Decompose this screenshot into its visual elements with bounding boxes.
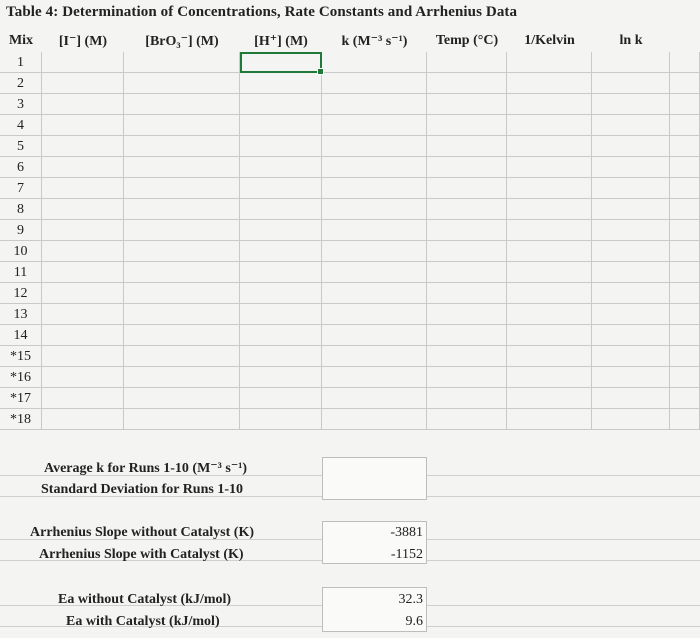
row-number[interactable]: 1 <box>0 52 42 73</box>
cell-bromate[interactable] <box>124 241 240 262</box>
cell-iodide[interactable] <box>42 73 124 94</box>
ea-without-catalyst-label: Ea without Catalyst (kJ/mol) <box>58 592 232 607</box>
cell-iodide[interactable] <box>42 241 124 262</box>
cell-ln-k[interactable] <box>592 115 670 136</box>
header-ln-k[interactable]: ln k <box>619 33 643 48</box>
cell-extra[interactable] <box>670 367 700 388</box>
cell-bromate[interactable] <box>124 367 240 388</box>
header-k[interactable]: k (M⁻³ s⁻¹) <box>341 34 408 49</box>
row-number[interactable]: 12 <box>0 283 42 304</box>
table-row <box>0 220 700 241</box>
cell-inv-kelvin[interactable] <box>507 199 592 220</box>
cell-temp[interactable] <box>427 241 507 262</box>
table-row <box>0 304 700 325</box>
cell-iodide[interactable] <box>42 346 124 367</box>
cell-bromate[interactable] <box>124 94 240 115</box>
cell-hplus[interactable] <box>240 241 322 262</box>
cell-hplus[interactable] <box>240 304 322 325</box>
cell-temp[interactable] <box>427 388 507 409</box>
cell-temp[interactable] <box>427 157 507 178</box>
row-number[interactable]: 8 <box>0 199 42 220</box>
ea-with-catalyst-value[interactable]: 9.6 <box>405 614 423 629</box>
cell-bromate[interactable] <box>124 199 240 220</box>
cell-extra[interactable] <box>670 283 700 304</box>
cell-ln-k[interactable] <box>592 283 670 304</box>
row-number[interactable]: 6 <box>0 157 42 178</box>
cell-temp[interactable] <box>427 325 507 346</box>
avg-std-value-box[interactable] <box>322 457 427 500</box>
row-number[interactable]: 7 <box>0 178 42 199</box>
cell-ln-k[interactable] <box>592 241 670 262</box>
cell-inv-kelvin[interactable] <box>507 304 592 325</box>
table-row <box>0 157 700 178</box>
cell-bromate[interactable] <box>124 388 240 409</box>
cell-extra[interactable] <box>670 325 700 346</box>
cell-k[interactable] <box>322 325 427 346</box>
cell-iodide[interactable] <box>42 304 124 325</box>
table-row <box>0 283 700 304</box>
cell-extra[interactable] <box>670 409 700 430</box>
cell-k[interactable] <box>322 199 427 220</box>
cell-ln-k[interactable] <box>592 73 670 94</box>
cell-inv-kelvin[interactable] <box>507 325 592 346</box>
cell-inv-kelvin[interactable] <box>507 157 592 178</box>
row-number[interactable]: 14 <box>0 325 42 346</box>
cell-temp[interactable] <box>427 220 507 241</box>
cell-iodide[interactable] <box>42 178 124 199</box>
cell-ln-k[interactable] <box>592 178 670 199</box>
cell-k[interactable] <box>322 73 427 94</box>
table-row <box>0 388 700 409</box>
cell-temp[interactable] <box>427 199 507 220</box>
cell-extra[interactable] <box>670 262 700 283</box>
cell-extra[interactable] <box>670 199 700 220</box>
cell-iodide[interactable] <box>42 367 124 388</box>
cell-k[interactable] <box>322 52 427 73</box>
cell-ln-k[interactable] <box>592 388 670 409</box>
cell-bromate[interactable] <box>124 283 240 304</box>
cell-temp[interactable] <box>427 136 507 157</box>
row-number[interactable]: 9 <box>0 220 42 241</box>
slope-without-catalyst-label: Arrhenius Slope without Catalyst (K) <box>30 525 255 540</box>
header-hplus[interactable]: [H⁺] (M) <box>254 34 308 49</box>
row-number[interactable]: 4 <box>0 115 42 136</box>
cell-iodide[interactable] <box>42 199 124 220</box>
cell-temp[interactable] <box>427 409 507 430</box>
cell-bromate[interactable] <box>124 262 240 283</box>
cell-k[interactable] <box>322 388 427 409</box>
row-number[interactable]: 5 <box>0 136 42 157</box>
cell-k[interactable] <box>322 262 427 283</box>
cell-extra[interactable] <box>670 73 700 94</box>
cell-hplus[interactable] <box>240 178 322 199</box>
fill-handle[interactable] <box>317 68 324 75</box>
selected-cell[interactable] <box>240 52 322 73</box>
cell-bromate[interactable] <box>124 52 240 73</box>
cell-hplus[interactable] <box>240 73 322 94</box>
cell-extra[interactable] <box>670 388 700 409</box>
cell-inv-kelvin[interactable] <box>507 283 592 304</box>
row-number[interactable]: 13 <box>0 304 42 325</box>
cell-inv-kelvin[interactable] <box>507 136 592 157</box>
avg-k-label: Average k for Runs 1-10 (M⁻³ s⁻¹) <box>44 461 248 476</box>
cell-iodide[interactable] <box>42 136 124 157</box>
cell-iodide[interactable] <box>42 262 124 283</box>
row-number[interactable]: 3 <box>0 94 42 115</box>
header-iodide[interactable]: [I⁻] (M) <box>58 34 108 49</box>
cell-inv-kelvin[interactable] <box>507 262 592 283</box>
cell-hplus[interactable] <box>240 346 322 367</box>
cell-temp[interactable] <box>427 367 507 388</box>
cell-hplus[interactable] <box>240 367 322 388</box>
cell-temp[interactable] <box>427 178 507 199</box>
cell-k[interactable] <box>322 241 427 262</box>
cell-hplus[interactable] <box>240 157 322 178</box>
cell-k[interactable] <box>322 178 427 199</box>
cell-k[interactable] <box>322 94 427 115</box>
cell-bromate[interactable] <box>124 178 240 199</box>
row-number[interactable]: *15 <box>0 346 42 367</box>
cell-hplus[interactable] <box>240 199 322 220</box>
row-number[interactable]: *17 <box>0 388 42 409</box>
row-number[interactable]: 2 <box>0 73 42 94</box>
cell-iodide[interactable] <box>42 115 124 136</box>
cell-inv-kelvin[interactable] <box>507 115 592 136</box>
cell-bromate[interactable] <box>124 115 240 136</box>
header-mix[interactable]: Mix <box>8 33 34 48</box>
cell-extra[interactable] <box>670 157 700 178</box>
cell-bromate[interactable] <box>124 409 240 430</box>
table-row <box>0 409 700 430</box>
cell-extra[interactable] <box>670 52 700 73</box>
cell-inv-kelvin[interactable] <box>507 388 592 409</box>
cell-inv-kelvin[interactable] <box>507 52 592 73</box>
cell-iodide[interactable] <box>42 409 124 430</box>
cell-iodide[interactable] <box>42 388 124 409</box>
cell-hplus[interactable] <box>240 136 322 157</box>
cell-ln-k[interactable] <box>592 94 670 115</box>
cell-k[interactable] <box>322 283 427 304</box>
cell-hplus[interactable] <box>240 94 322 115</box>
cell-temp[interactable] <box>427 52 507 73</box>
cell-iodide[interactable] <box>42 220 124 241</box>
cell-k[interactable] <box>322 304 427 325</box>
cell-hplus[interactable] <box>240 115 322 136</box>
header-bromate[interactable]: [BrO₃⁻] (M) <box>145 34 219 49</box>
cell-extra[interactable] <box>670 241 700 262</box>
table-row <box>0 94 700 115</box>
table-row <box>0 367 700 388</box>
cell-ln-k[interactable] <box>592 52 670 73</box>
cell-k[interactable] <box>322 346 427 367</box>
table-row <box>0 136 700 157</box>
cell-ln-k[interactable] <box>592 367 670 388</box>
cell-hplus[interactable] <box>240 220 322 241</box>
cell-inv-kelvin[interactable] <box>507 73 592 94</box>
cell-extra[interactable] <box>670 136 700 157</box>
cell-ln-k[interactable] <box>592 304 670 325</box>
cell-extra[interactable] <box>670 220 700 241</box>
cell-extra[interactable] <box>670 115 700 136</box>
header-inv-kelvin[interactable]: 1/Kelvin <box>524 33 575 48</box>
table-row <box>0 325 700 346</box>
cell-iodide[interactable] <box>42 157 124 178</box>
cell-extra[interactable] <box>670 178 700 199</box>
table-row <box>0 178 700 199</box>
row-number[interactable]: 10 <box>0 241 42 262</box>
cell-temp[interactable] <box>427 94 507 115</box>
cell-ln-k[interactable] <box>592 325 670 346</box>
cell-hplus[interactable] <box>240 409 322 430</box>
cell-ln-k[interactable] <box>592 157 670 178</box>
cell-k[interactable] <box>322 409 427 430</box>
cell-inv-kelvin[interactable] <box>507 346 592 367</box>
cell-hplus[interactable] <box>240 283 322 304</box>
cell-bromate[interactable] <box>124 73 240 94</box>
std-dev-label: Standard Deviation for Runs 1-10 <box>41 482 243 497</box>
cell-temp[interactable] <box>427 304 507 325</box>
cell-ln-k[interactable] <box>592 199 670 220</box>
cell-bromate[interactable] <box>124 325 240 346</box>
slope-with-catalyst-label: Arrhenius Slope with Catalyst (K) <box>39 547 244 562</box>
cell-inv-kelvin[interactable] <box>507 94 592 115</box>
cell-ln-k[interactable] <box>592 136 670 157</box>
cell-ln-k[interactable] <box>592 262 670 283</box>
cell-iodide[interactable] <box>42 52 124 73</box>
cell-k[interactable] <box>322 115 427 136</box>
cell-iodide[interactable] <box>42 283 124 304</box>
cell-ln-k[interactable] <box>592 220 670 241</box>
cell-hplus[interactable] <box>240 325 322 346</box>
table-row <box>0 52 700 73</box>
cell-ln-k[interactable] <box>592 409 670 430</box>
cell-bromate[interactable] <box>124 220 240 241</box>
slope-without-catalyst-value[interactable]: -3881 <box>390 525 423 540</box>
cell-hplus[interactable] <box>240 262 322 283</box>
table-title: Table 4: Determination of Concentrations, Rate Constants and Arrhenius Data <box>6 4 518 20</box>
row-number[interactable]: *16 <box>0 367 42 388</box>
summary-section <box>0 455 700 638</box>
cell-extra[interactable] <box>670 94 700 115</box>
cell-temp[interactable] <box>427 346 507 367</box>
table-row <box>0 262 700 283</box>
ea-without-catalyst-value[interactable]: 32.3 <box>398 592 423 607</box>
cell-k[interactable] <box>322 367 427 388</box>
ea-with-catalyst-label: Ea with Catalyst (kJ/mol) <box>66 614 220 629</box>
row-number[interactable]: 11 <box>0 262 42 283</box>
cell-bromate[interactable] <box>124 157 240 178</box>
table-row <box>0 115 700 136</box>
slope-with-catalyst-value[interactable]: -1152 <box>390 547 423 562</box>
cell-temp[interactable] <box>427 262 507 283</box>
cell-k[interactable] <box>322 136 427 157</box>
cell-iodide[interactable] <box>42 325 124 346</box>
cell-temp[interactable] <box>427 73 507 94</box>
cell-bromate[interactable] <box>124 136 240 157</box>
cell-temp[interactable] <box>427 115 507 136</box>
cell-inv-kelvin[interactable] <box>507 367 592 388</box>
cell-extra[interactable] <box>670 304 700 325</box>
cell-bromate[interactable] <box>124 304 240 325</box>
table-row <box>0 241 700 262</box>
cell-inv-kelvin[interactable] <box>507 409 592 430</box>
cell-hplus[interactable] <box>240 388 322 409</box>
header-temp[interactable]: Temp (°C) <box>435 33 499 48</box>
cell-iodide[interactable] <box>42 94 124 115</box>
table-row <box>0 199 700 220</box>
cell-extra[interactable] <box>670 346 700 367</box>
cell-k[interactable] <box>322 157 427 178</box>
cell-inv-kelvin[interactable] <box>507 178 592 199</box>
row-number[interactable]: *18 <box>0 409 42 430</box>
cell-k[interactable] <box>322 220 427 241</box>
cell-inv-kelvin[interactable] <box>507 220 592 241</box>
cell-inv-kelvin[interactable] <box>507 241 592 262</box>
table-row <box>0 73 700 94</box>
cell-ln-k[interactable] <box>592 346 670 367</box>
table-row <box>0 346 700 367</box>
cell-temp[interactable] <box>427 283 507 304</box>
cell-bromate[interactable] <box>124 346 240 367</box>
